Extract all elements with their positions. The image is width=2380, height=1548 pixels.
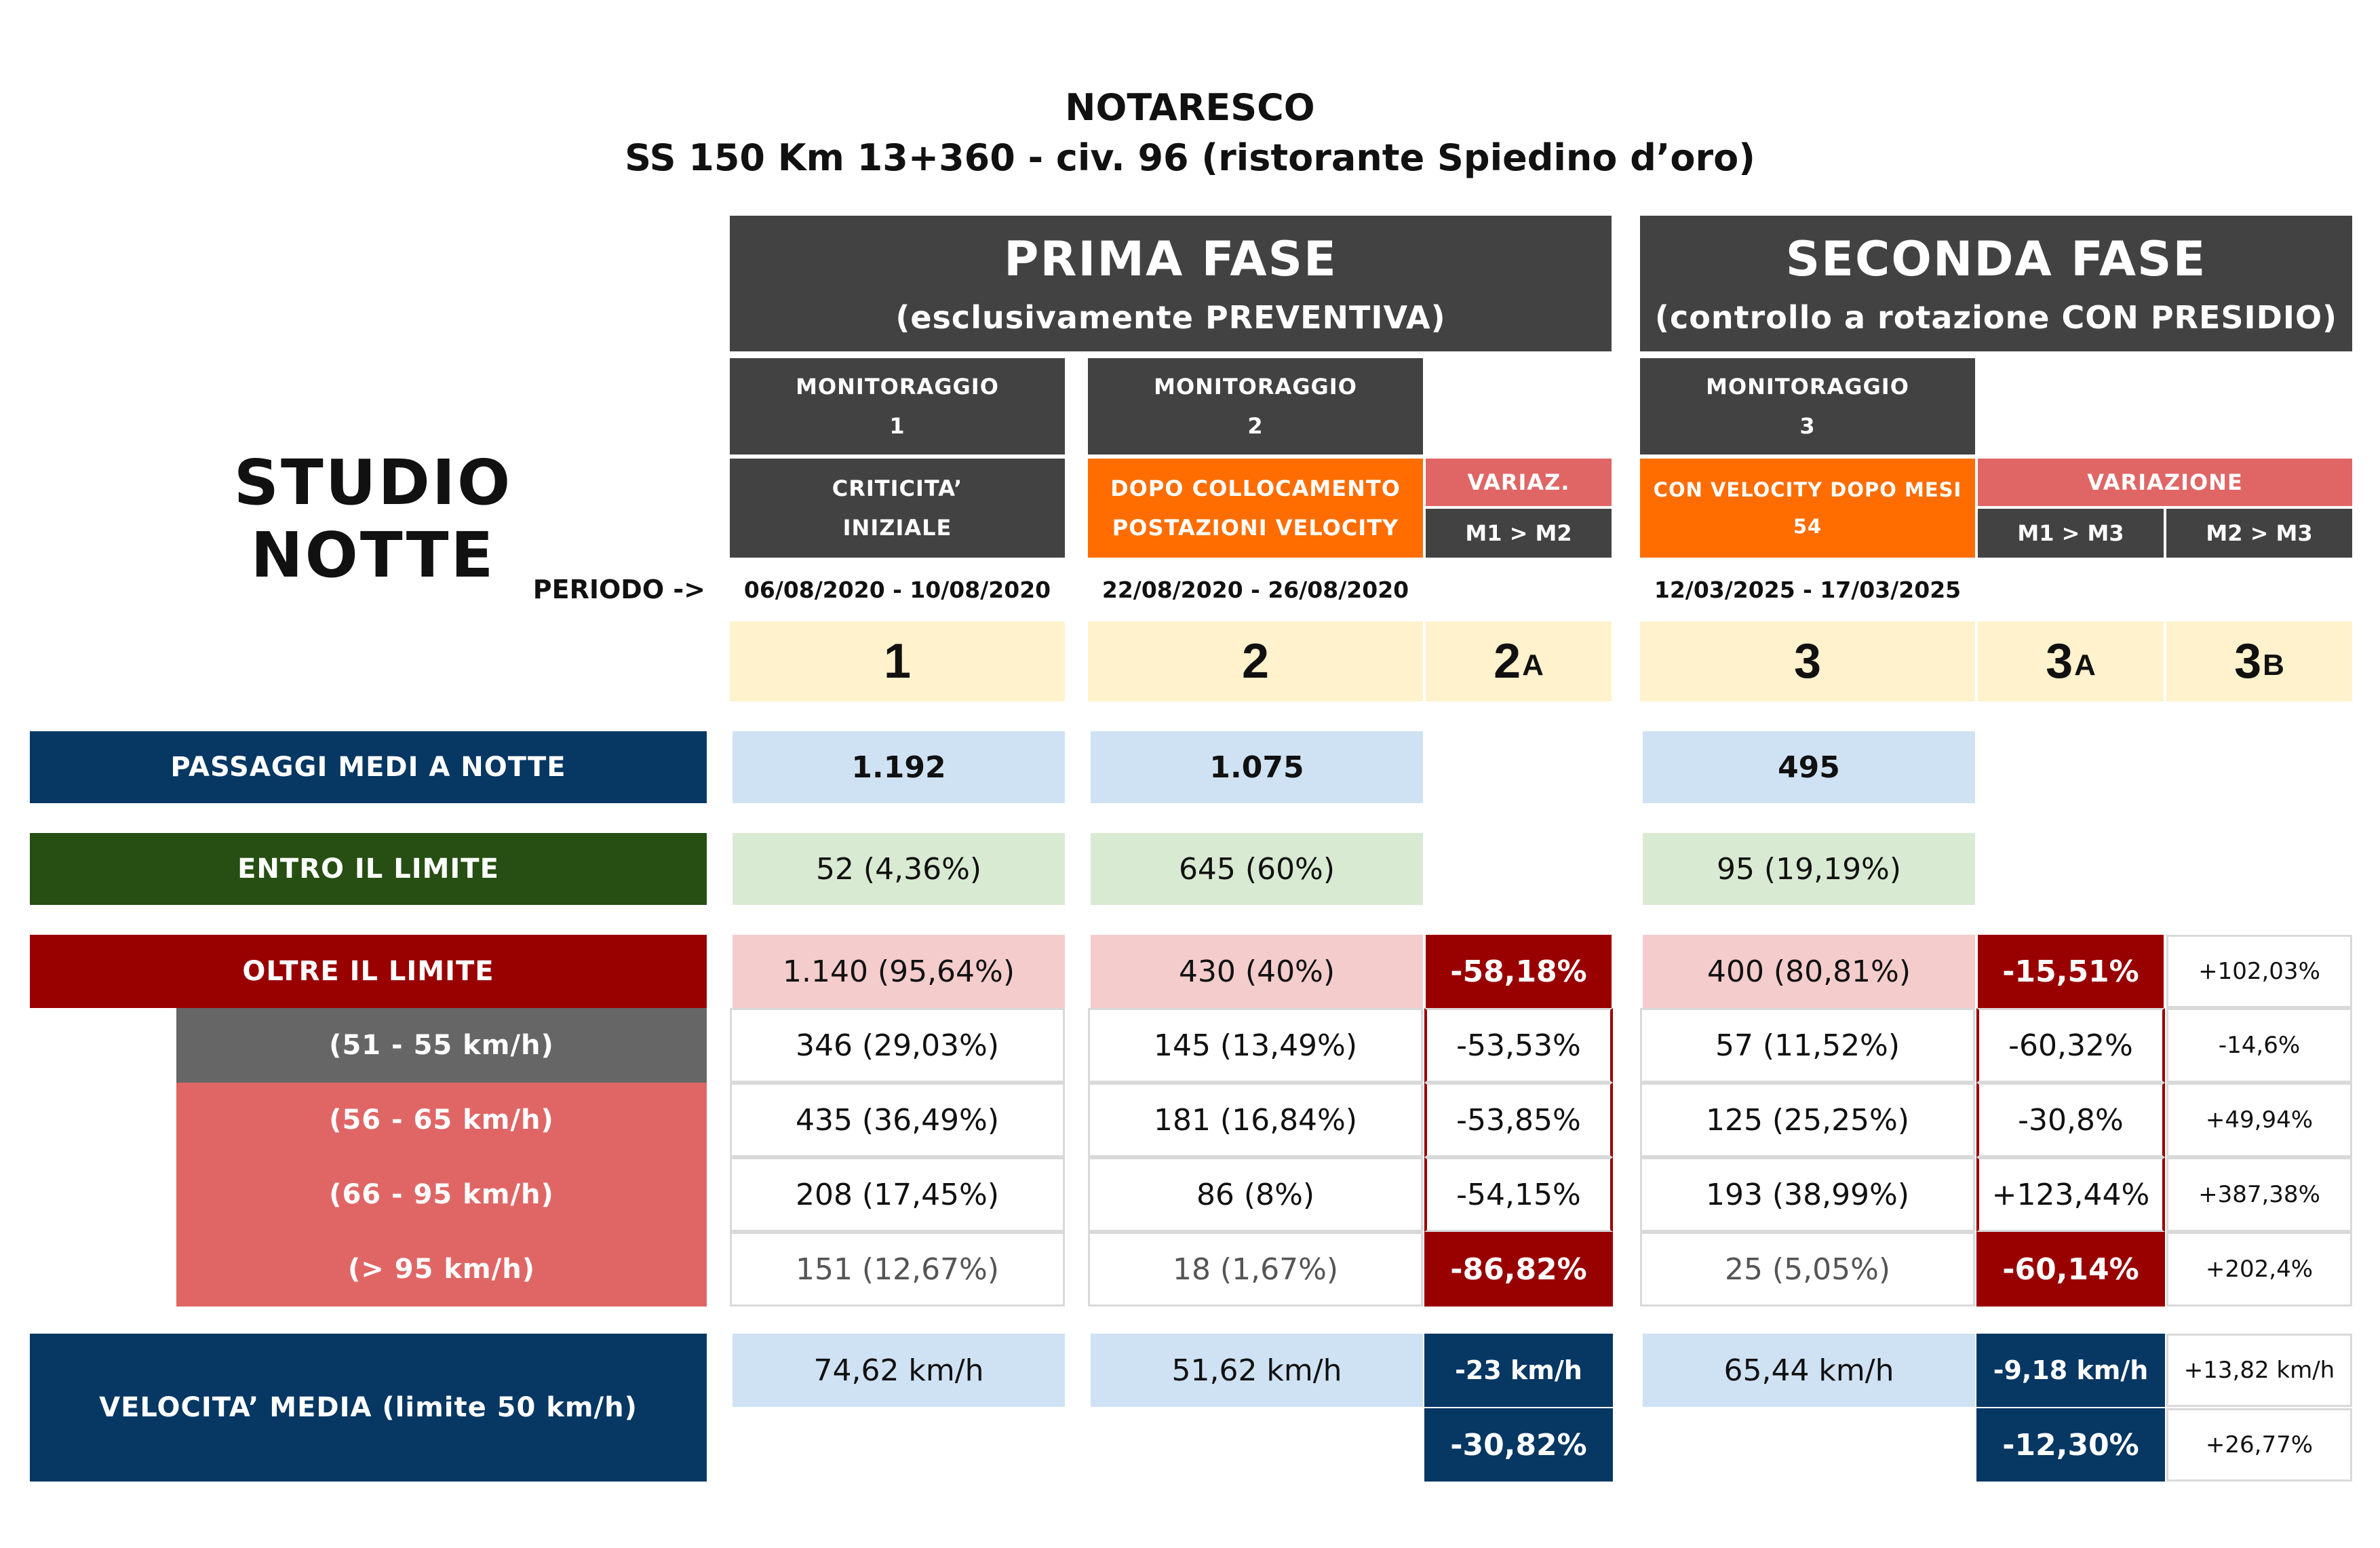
r56-m3: 125 (25,25%) (1640, 1083, 1975, 1157)
column-index-3b-sub: B (2263, 649, 2284, 682)
r56-var-m1-m2: -53,85% (1424, 1083, 1613, 1157)
r66-m1: 208 (17,45%) (730, 1157, 1065, 1232)
period-1: 06/08/2020 - 10/08/2020 (743, 576, 1051, 603)
r51-var-m1-m3: -60,32% (1976, 1008, 2165, 1083)
oltre-var-m2-m3: +102,03% (2166, 935, 2352, 1008)
monitoring-3-label: MONITORAGGIO (1706, 374, 1909, 400)
column-index-2a-main: 2 (1494, 634, 1521, 689)
row-label-51-55: (51 - 55 km/h) (176, 1008, 707, 1083)
monitoring-3-number: 3 (1799, 413, 1816, 439)
monitoring-3-desc-line1: CON VELOCITY DOPO MESI (1653, 478, 1962, 501)
monitoring-2-desc-line1: DOPO COLLOCAMENTO (1110, 476, 1401, 501)
row-label-over-95: (> 95 km/h) (176, 1232, 707, 1307)
monitoring-1-desc-line1: CRITICITA’ (832, 476, 963, 501)
monitoring-2-header (1088, 358, 1423, 454)
monitoring-1-header (730, 358, 1065, 454)
monitoring-1-label: MONITORAGGIO (796, 374, 999, 400)
oltre-m1: 1.140 (95,64%) (733, 935, 1065, 1008)
r51-var-m1-m2: -53,53% (1424, 1008, 1613, 1083)
column-index-3a-sub: A (2074, 649, 2096, 682)
monitoring-3-desc-line2: 54 (1793, 515, 1822, 538)
r66-m3: 193 (38,99%) (1640, 1157, 1975, 1232)
passaggi-m3: 495 (1643, 731, 1975, 803)
period-label: PERIODO -> (532, 575, 705, 604)
row-label-velocita: VELOCITA’ MEDIA (limite 50 km/h) (30, 1334, 707, 1482)
velocita-var-m2-m3-abs: +13,82 km/h (2166, 1334, 2352, 1407)
monitoring-3-header (1640, 358, 1975, 454)
passaggi-m1: 1.192 (733, 731, 1065, 803)
r56-m1: 435 (36,49%) (730, 1083, 1065, 1157)
row-label-passaggi: PASSAGGI MEDI A NOTTE (30, 731, 707, 803)
first-phase-title: PRIMA FASE (1004, 231, 1338, 287)
row-label-oltre: OLTRE IL LIMITE (30, 935, 707, 1008)
column-index-3a-main: 3 (2046, 634, 2073, 689)
page-subtitle: SS 150 Km 13+360 - civ. 96 (ristorante Spiedino d’oro) (625, 136, 1755, 179)
r56-m2: 181 (16,84%) (1088, 1083, 1423, 1157)
column-index-2a (1426, 621, 1612, 701)
monitoring-2-label: MONITORAGGIO (1154, 374, 1357, 400)
passaggi-m2: 1.075 (1091, 731, 1423, 803)
column-index-3a (1978, 621, 2164, 701)
velocita-m3: 65,44 km/h (1643, 1334, 1975, 1407)
r95-var-m1-m3: -60,14% (1976, 1232, 2165, 1307)
entro-m2: 645 (60%) (1091, 833, 1423, 905)
oltre-var-m1-m2: -58,18% (1426, 935, 1612, 1008)
velocita-var-m1-m2-abs: -23 km/h (1424, 1334, 1613, 1407)
velocita-var-m2-m3-pct: +26,77% (2166, 1408, 2352, 1482)
entro-m3: 95 (19,19%) (1643, 833, 1975, 905)
monitoring-3-description (1640, 459, 1975, 558)
r66-var-m2-m3: +387,38% (2166, 1157, 2352, 1232)
oltre-m3: 400 (80,81%) (1643, 935, 1975, 1008)
oltre-m2: 430 (40%) (1091, 935, 1423, 1008)
r66-m2: 86 (8%) (1088, 1157, 1423, 1232)
r66-var-m1-m2: -54,15% (1424, 1157, 1613, 1232)
entro-m1: 52 (4,36%) (733, 833, 1065, 905)
monitoring-2-number: 2 (1247, 413, 1264, 439)
r66-var-m1-m3: +123,44% (1976, 1157, 2165, 1232)
row-label-66-95: (66 - 95 km/h) (176, 1157, 707, 1232)
second-phase-header (1640, 216, 2352, 351)
first-phase-subtitle: (esclusivamente PREVENTIVA) (895, 299, 1446, 336)
page-title: NOTARESCO (1065, 85, 1315, 129)
r95-m1: 151 (12,67%) (730, 1232, 1065, 1307)
study-label: STUDIO NOTTE (233, 446, 513, 592)
column-index-3: 3 (1640, 621, 1975, 701)
r51-m2: 145 (13,49%) (1088, 1008, 1423, 1083)
column-index-3b (2166, 621, 2352, 701)
monitoring-1-description (730, 459, 1065, 558)
column-index-1: 1 (730, 621, 1065, 701)
row-label-entro: ENTRO IL LIMITE (30, 833, 707, 905)
monitoring-1-desc-line2: INIZIALE (842, 515, 952, 541)
r95-var-m2-m3: +202,4% (2166, 1232, 2352, 1307)
second-phase-title: SECONDA FASE (1785, 231, 2207, 287)
velocita-m2: 51,62 km/h (1091, 1334, 1423, 1407)
variation-m2-m3-label: M2 > M3 (2166, 509, 2352, 558)
r95-var-m1-m2: -86,82% (1424, 1232, 1613, 1307)
velocita-var-m1-m3-pct: -12,30% (1976, 1408, 2165, 1482)
column-index-2: 2 (1088, 621, 1423, 701)
monitoring-2-description (1088, 459, 1423, 558)
variation-1-title: VARIAZ. (1426, 459, 1612, 506)
r56-var-m1-m3: -30,8% (1976, 1083, 2165, 1157)
oltre-var-m1-m3: -15,51% (1978, 935, 2164, 1008)
r56-var-m2-m3: +49,94% (2166, 1083, 2352, 1157)
variation-m1-m3-label: M1 > M3 (1978, 509, 2164, 558)
monitoring-2-desc-line2: POSTAZIONI VELOCITY (1112, 515, 1399, 541)
row-label-56-65: (56 - 65 km/h) (176, 1083, 707, 1157)
variation-2-title: VARIAZIONE (1978, 459, 2352, 506)
velocita-var-m1-m3-abs: -9,18 km/h (1976, 1334, 2165, 1407)
r51-var-m2-m3: -14,6% (2166, 1008, 2352, 1083)
monitoring-1-number: 1 (889, 413, 905, 439)
column-index-2a-sub: A (1522, 649, 1544, 682)
r51-m3: 57 (11,52%) (1640, 1008, 1975, 1083)
variation-1-subtitle: M1 > M2 (1426, 509, 1612, 558)
first-phase-header (730, 216, 1612, 351)
period-3: 12/03/2025 - 17/03/2025 (1654, 576, 1962, 603)
velocita-var-m1-m2-pct: -30,82% (1424, 1408, 1613, 1482)
column-index-3b-main: 3 (2234, 634, 2262, 689)
r51-m1: 346 (29,03%) (730, 1008, 1065, 1083)
r95-m2: 18 (1,67%) (1088, 1232, 1423, 1307)
r95-m3: 25 (5,05%) (1640, 1232, 1975, 1307)
velocita-m1: 74,62 km/h (733, 1334, 1065, 1407)
period-2: 22/08/2020 - 26/08/2020 (1101, 576, 1409, 603)
second-phase-subtitle: (controllo a rotazione CON PRESIDIO) (1654, 299, 2338, 336)
